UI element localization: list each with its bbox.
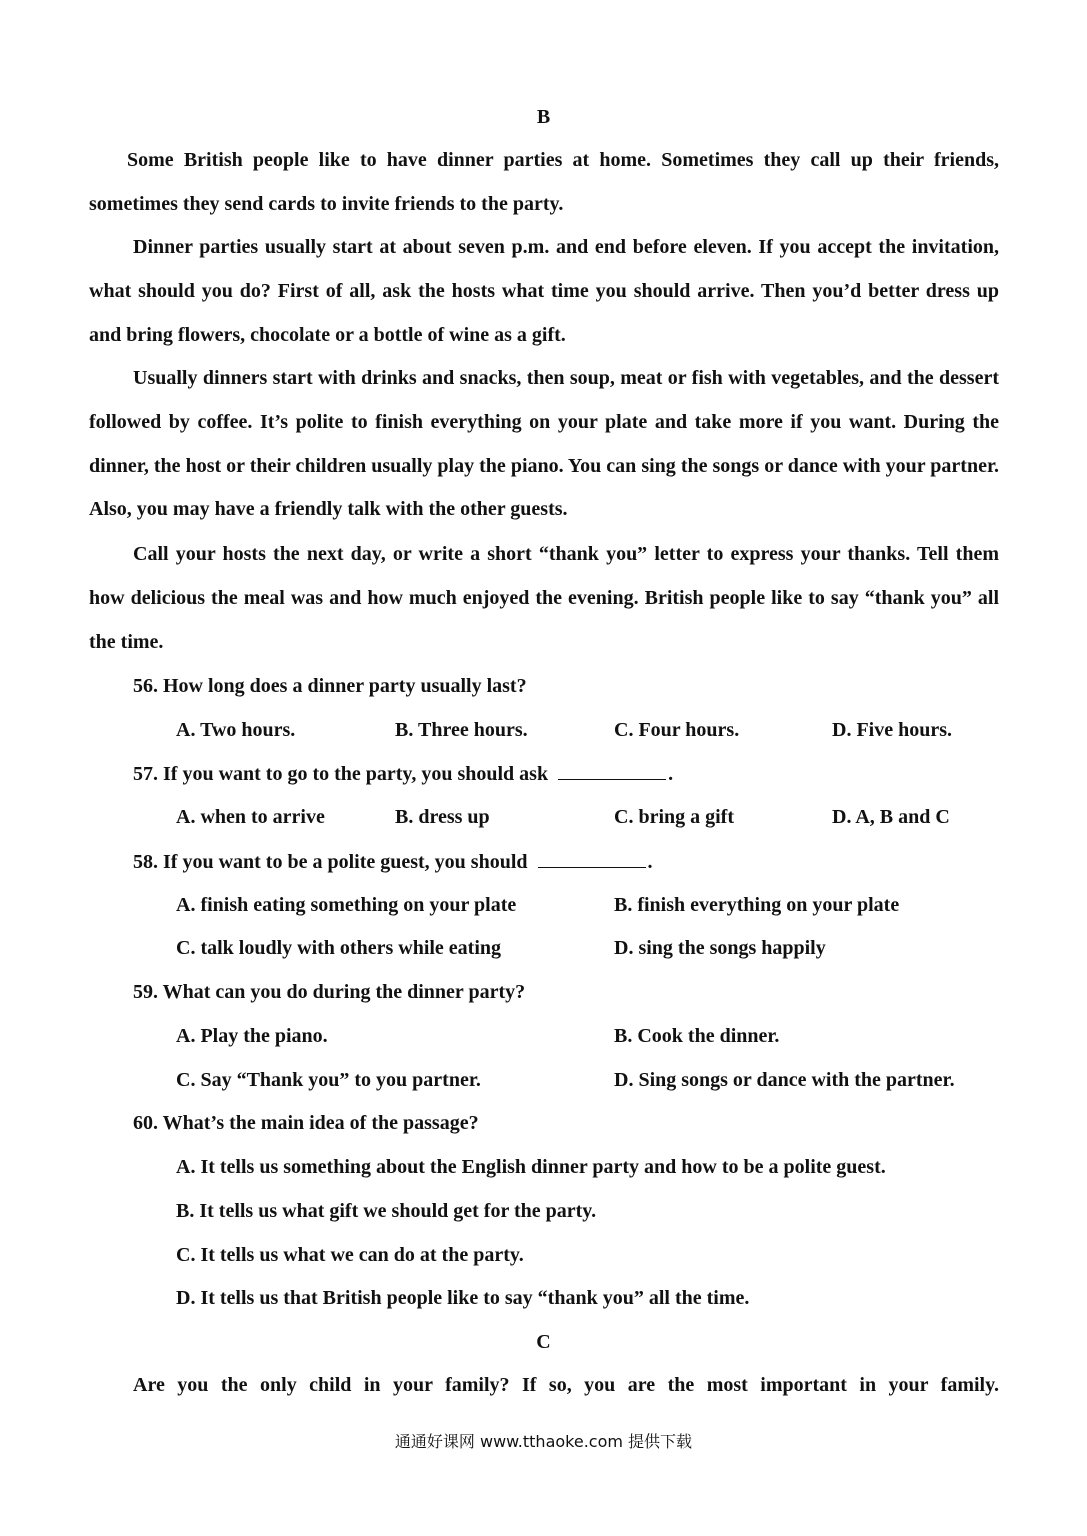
option-57-a[interactable]: A. when to arrive (176, 806, 325, 828)
question-57 (133, 761, 673, 786)
option-56-d[interactable]: D. Five hours. (832, 719, 952, 741)
option-59-b[interactable]: B. Cook the dinner. (614, 1025, 780, 1047)
option-60-d[interactable]: D. It tells us that British people like to say “thank you” all the time. (176, 1287, 750, 1309)
option-59-a[interactable]: A. Play the piano. (176, 1025, 328, 1047)
question-text: 57. If you want to go to the party, you should ask (133, 763, 549, 785)
paragraph-4: Call your hosts the next day, or write a short “thank you” letter to express your thanks. Tell them how delicious the meal was and how much enjoyed the evening. British people like to say “thank you” all the time. (89, 543, 999, 653)
section-c-heading: C (536, 1331, 551, 1353)
option-59-d[interactable]: D. Sing songs or dance with the partner. (614, 1069, 955, 1091)
option-57-c[interactable]: C. bring a gift (614, 806, 734, 828)
answer-blank[interactable] (558, 761, 666, 780)
question-text: 56. How long does a dinner party usually last? (133, 675, 527, 697)
option-56-a[interactable]: A. Two hours. (176, 719, 296, 741)
option-56-b[interactable]: B. Three hours. (395, 719, 528, 741)
paragraph-1: Some British people like to have dinner parties at home. Sometimes they call up their friends, sometimes they send cards to invite friends to the party. (89, 149, 999, 215)
option-58-a[interactable]: A. finish eating something on your plate (176, 894, 517, 916)
section-c-first-line: Are you the only child in your family? If so, you are the most important in your family. (133, 1374, 999, 1396)
question-56 (133, 674, 527, 698)
question-58 (133, 849, 653, 874)
question-suffix: . (668, 763, 674, 785)
answer-blank[interactable] (538, 849, 646, 868)
question-59 (133, 980, 525, 1004)
option-56-c[interactable]: C. Four hours. (614, 719, 740, 741)
option-57-d[interactable]: D. A, B and C (832, 806, 950, 828)
question-text: 59. What can you do during the dinner party? (133, 981, 526, 1003)
option-60-a[interactable]: A. It tells us something about the English dinner party and how to be a polite guest. (176, 1156, 886, 1178)
option-57-b[interactable]: B. dress up (395, 806, 490, 828)
paragraph-2: Dinner parties usually start at about seven p.m. and end before eleven. If you accept the invitation, what should you do? First of all, ask the hosts what time you should arrive. Then you’d better dress up and bring flowers, chocolate or a bottle of wine as a gift. (89, 236, 999, 346)
page-footer: 通通好课网 www.tthaoke.com 提供下载 (394, 1432, 693, 1451)
question-60 (133, 1111, 479, 1135)
option-58-c[interactable]: C. talk loudly with others while eating (176, 937, 502, 959)
section-b-heading: B (536, 106, 551, 128)
option-59-c[interactable]: C. Say “Thank you” to you partner. (176, 1069, 481, 1091)
paragraph-3: Usually dinners start with drinks and snacks, then soup, meat or fish with vegetables, and the dessert followed by coffee. It’s polite to finish everything on your plate and take more if you want. During the dinner, the host or their children usually play the piano. You can sing the songs or dance with your partner. Also, you may have a friendly talk with the other guests. (89, 367, 999, 521)
question-suffix: . (647, 851, 653, 873)
option-58-b[interactable]: B. finish everything on your plate (614, 894, 900, 916)
question-text: 58. If you want to be a polite guest, you should (133, 851, 528, 873)
option-58-d[interactable]: D. sing the songs happily (614, 937, 826, 959)
option-60-b[interactable]: B. It tells us what gift we should get for the party. (176, 1200, 597, 1222)
option-60-c[interactable]: C. It tells us what we can do at the party. (176, 1244, 524, 1266)
question-text: 60. What’s the main idea of the passage? (133, 1112, 479, 1134)
